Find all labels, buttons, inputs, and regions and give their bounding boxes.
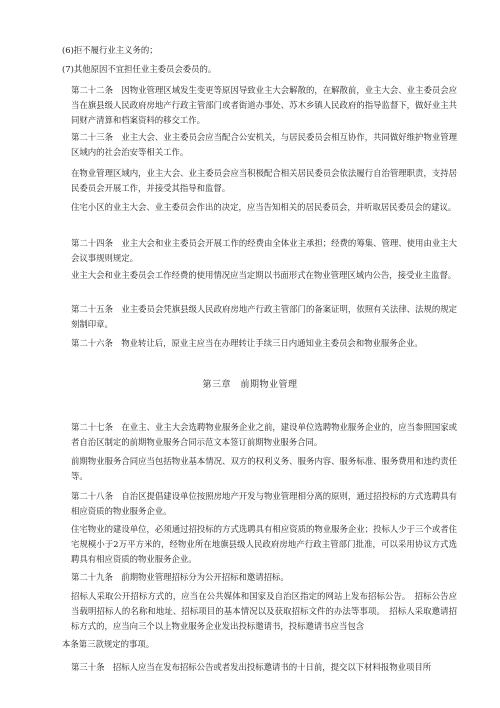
article-28: 第二十八条 自治区提倡建设单位按照房地产开发与物业管理相分离的原则，通过招投标的方式选聘具有相应资质的物业服务企业。 bbox=[71, 491, 457, 516]
article-25: 第二十五条 业主委员会凭旗县级人民政府房地产行政主管部门的备案证明，依照有关法律、法规的规定刻制印章。 bbox=[71, 304, 457, 329]
list-item: (7)其他原因不宜担任业主委员会委员的。 bbox=[62, 64, 217, 74]
chapter-heading: 第三章 前期物业管理 bbox=[202, 380, 298, 390]
article-27: 第二十七条 在业主、业主大会选聘物业服务企业之前，建设单位选聘物业服务企业的，应当参照国家或者自治区制定的前期物业服务合同示范文本签订前期物业服务合同。 bbox=[71, 422, 457, 447]
article-22: 第二十二条 因物业管理区域发生变更等原因导致业主大会解散的，在解散前，业主大会、业主委员会应当在旗县级人民政府房地产行政主管部门或者街道办事处、苏木乡镇人民政府的指导监督下，做好业主共同财产清算和档案资料的移交工作。 bbox=[71, 85, 457, 125]
article-24: 第二十四条 业主大会和业主委员会开展工作的经费由全体业主承担；经费的筹集、管理、使用由业主大会议事规则规定。 bbox=[71, 238, 457, 263]
paragraph: 住宅物业的建设单位，必须通过招投标的方式选聘具有相应资质的物业服务企业；投标人少于三个或者住宅规模小于2万平方米的，经物业所在地旗县级人民政府房地产行政主管部门批准，可以采用协议方式选聘具有相应资质的物业服务企业。 bbox=[71, 524, 457, 564]
article-26: 第二十六条 物业转让后，原业主应当在办理转让手续三日内通知业主委员会和物业服务企业。 bbox=[71, 338, 423, 348]
list-item: (6)拒不履行业主义务的； bbox=[62, 45, 158, 55]
paragraph: 在物业管理区域内，业主大会、业主委员会应当积极配合相关居民委员会依法履行自治管理职责，支持居民委员会开展工作，并接受其指导和监督。 bbox=[71, 168, 457, 193]
paragraph-continuation: 本条第三款规定的事项。 bbox=[62, 639, 155, 649]
paragraph: 住宅小区的业主大会、业主委员会作出的决定，应当告知相关的居民委员会，并听取居民委员会的建议。 bbox=[71, 202, 457, 212]
paragraph: 业主大会和业主委员会工作经费的使用情况应当定期以书面形式在物业管理区域内公告，接受业主监督。 bbox=[71, 270, 457, 280]
article-30: 第三十条 招标人应当在发布招标公告或者发出投标邀请书的十日前，提交以下材料报物业项目所 bbox=[71, 662, 432, 672]
paragraph: 招标人采取公开招标方式的，应当在公共媒体和国家及自治区指定的网站上发布招标公告。 招标公告应当载明招标人的名称和地址、招标项目的基本情况以及获取招标文件的办法等事项。 招标人采取邀请招标方式的，应当向三个以上物业服务企业发出投标邀请书，投标邀请书应当包含 bbox=[71, 591, 457, 631]
article-23: 第二十三条 业主大会、业主委员会应当配合公安机关，与居民委员会相互协作，共同做好维护物业管理区域内的社会治安等相关工作。 bbox=[71, 132, 457, 157]
article-29: 第二十九条 前期物业管理招标分为公开招标和邀请招标。 bbox=[71, 572, 289, 582]
paragraph: 前期物业服务合同应当包括物业基本情况、双方的权利义务、服务内容、服务标准、服务费用和违约责任等。 bbox=[71, 456, 457, 481]
